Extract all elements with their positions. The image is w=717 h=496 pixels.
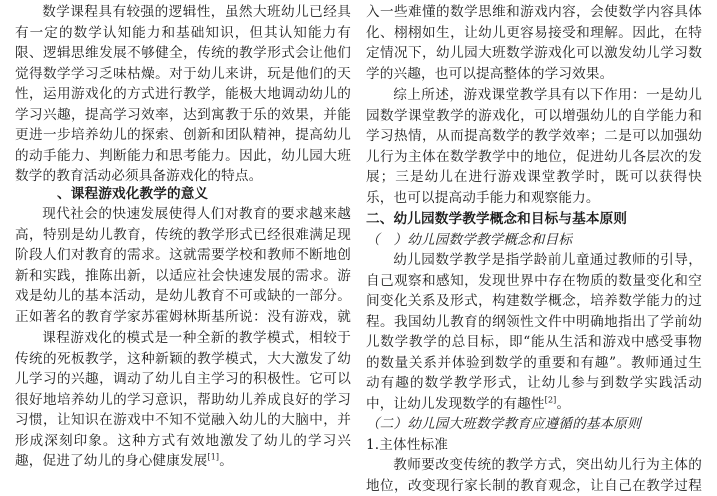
paragraph-end: 。	[556, 395, 571, 412]
paragraph-math-logic: 数学课程具有较强的逻辑性，虽然大班幼儿已经具有一定的数学认知能力和基础知识，但其认知能力有限、逻辑思维发展不够健全，传统的教学形式会让他们觉得数学学习乏味枯燥。对于幼儿来讲，玩是他们的天性，运用游戏化的方式进行教学，能极大地调动幼儿的学习兴趣，提高学习效率，达到寓教于乐的效果，并能更进一步培养幼儿的探索、创新和团队精神，提高幼儿的动手能力、判断能力和思考能力。因此，幼儿园大班数学的教育活动必须具备游戏化的特点。	[15, 4, 351, 184]
subheading-subjectivity: 1.主体性标准	[366, 437, 448, 453]
paragraph-end: 。	[219, 453, 233, 469]
paragraph-gamified-model	[15, 328, 351, 473]
paragraph-text: 课程游戏化的模式是一种全新的教学模式，相较于传统的死板教学，这种新颖的教学模式，大大激发了幼儿学习的兴趣，调动了幼儿自主学习的积极性。它可以很好地培养幼儿的学习意识，帮助幼儿养成良好的学习习惯，让知识在游戏中不知不觉融入幼儿的大脑中，并形成深刻印象。这种方式有效地激发了幼儿的学习兴趣，促进了幼儿的身心健康发展	[15, 330, 351, 469]
paragraph-teacher-change: 教师要改变传统的教学方式，突出幼儿行为主体的地位，改变现行家长制的教育观念，让自己在教学过程	[366, 457, 702, 494]
left-column	[15, 2, 351, 473]
paragraph-math-teaching	[366, 250, 702, 414]
paragraph-summary: 综上所述，游戏课堂教学具有以下作用：一是幼儿园数学课堂教学的游戏化，可以增强幼儿的自学能力和学习热情，从而提高数学的教学效率；二是可以加强幼儿行为主体在数学教学中的地位，促进幼儿各层次的发展；三是幼儿在进行游戏课堂教学时，既可以获得快乐，也可以提高动手能力和观察能力。	[366, 87, 702, 206]
citation-ref: [1]	[207, 452, 220, 462]
subsection-heading-concepts-goals: （ ）幼儿园数学教学概念和目标	[366, 232, 573, 248]
citation-ref: [2]	[544, 394, 557, 404]
section-heading-concepts: 二、幼儿园数学教学概念和目标与基本原则	[366, 211, 628, 227]
paragraph-continuation: 入一些难懂的数学思维和游戏内容，会使数学内容具体化、栩栩如生，让幼儿更容易接受和理解。因此，在特定情况下，幼儿园大班数学游戏化可以激发幼儿学习数学的兴趣，也可以提高整体的学习效果。	[366, 4, 702, 82]
subsection-heading-principles: （二）幼儿园大班数学教育应遵循的基本原则	[366, 416, 641, 432]
paragraph-modern-society: 现代社会的快速发展使得人们对教育的要求越来越高，特别是幼儿教育，传统的教学形式已经很难满足现阶段人们对教育的需求。这就需要学校和教师不断地创新和实践，推陈出新，以适应社会快速发展的需求。游戏是幼儿的基本活动，是幼儿教育不可或缺的一部分。正如著名的教育学家苏霍姆林斯基所说：没有游戏，就	[15, 206, 351, 325]
paragraph-text: 幼儿园数学教学是指学龄前儿童通过教师的引导，自己观察和感知，发现世界中存在物质的数量变化和空间变化关系及形式，构建数学概念，培养数学能力的过程。我国幼儿教育的纲领性文件中明确地指出了学前幼儿数学教学的总目标，即“能从生活和游戏中感受事物的数量关系并体验到数学的重要和有趣”。教师通过生动有趣的数学教学形式，让幼儿参与到数学实践活动中，让幼儿发现数学的有趣性	[366, 252, 702, 412]
section-heading-significance: 、课程游戏化教学的意义	[57, 186, 209, 202]
right-column	[366, 2, 702, 496]
